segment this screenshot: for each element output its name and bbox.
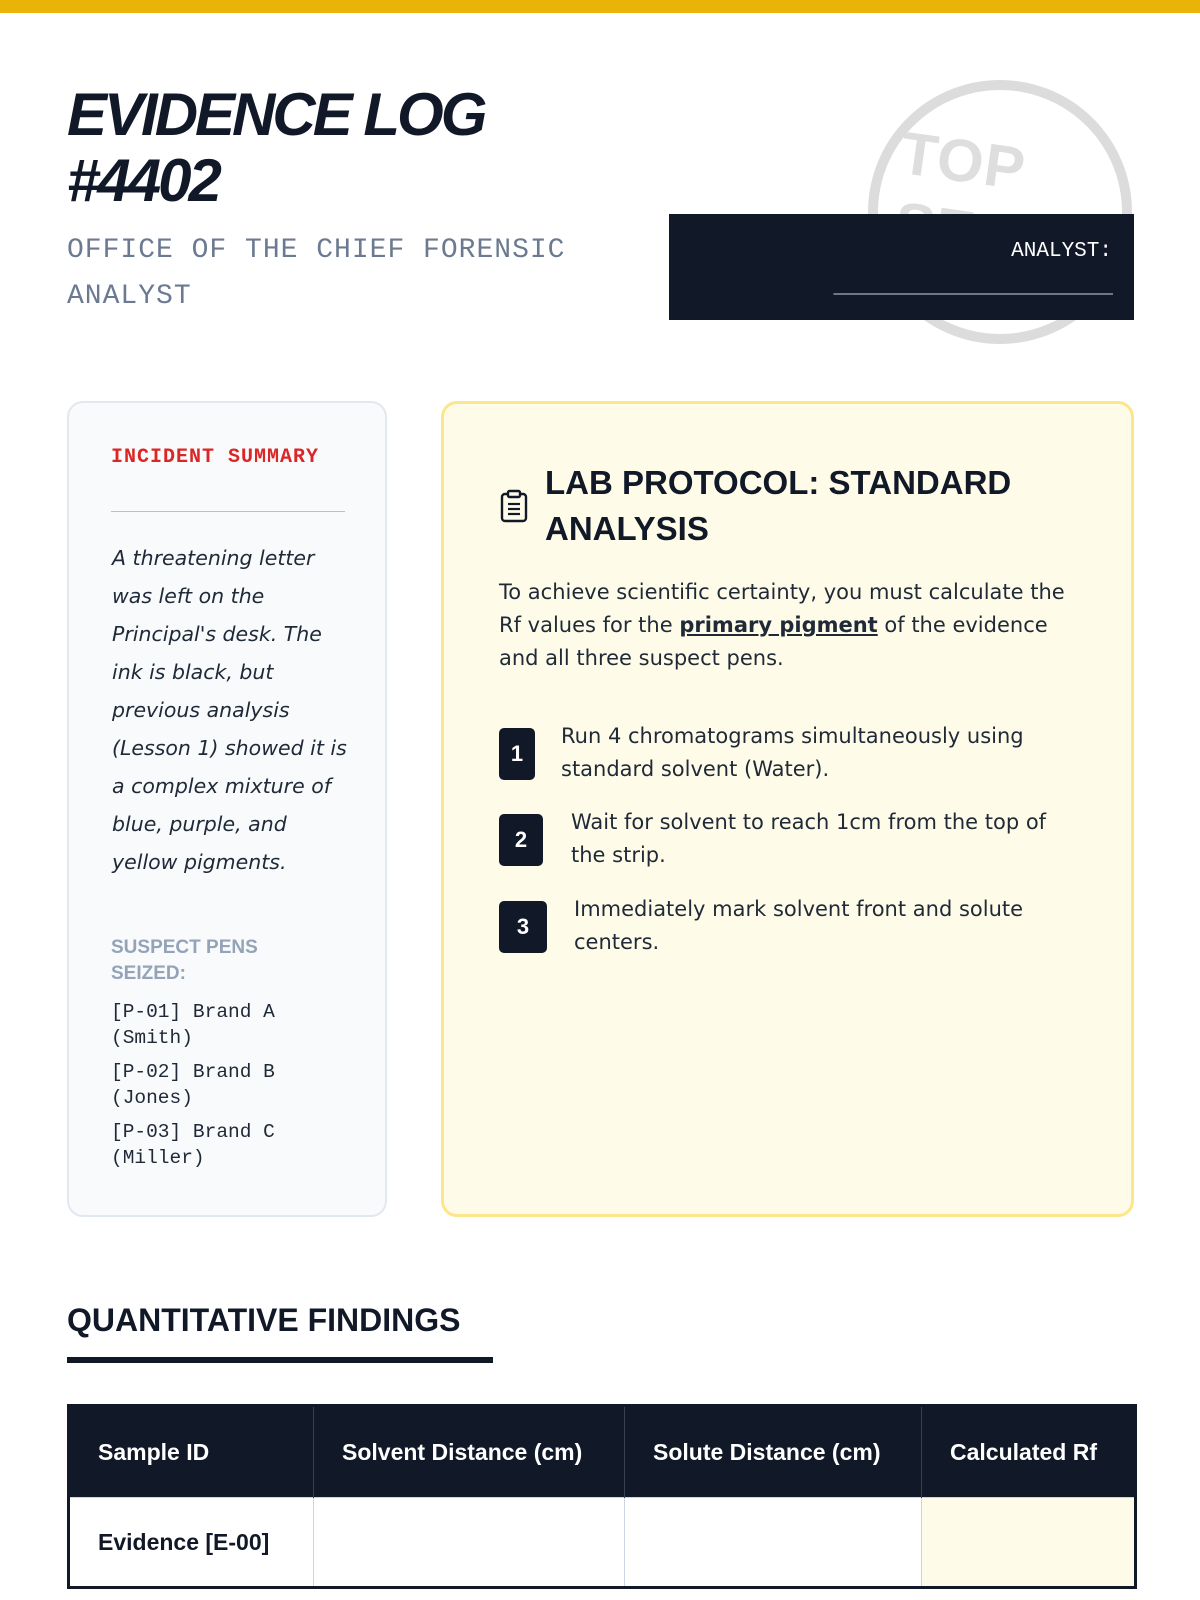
incident-summary-card	[67, 401, 387, 1217]
incident-divider	[111, 511, 345, 512]
incident-body: A threatening letter was left on the Principal's desk. The ink is black, but previous analysis (Lesson 1) showed it is a complex mixture of blue, purple, and yellow pigments.	[112, 546, 347, 874]
step-number-badge: 3	[499, 901, 547, 953]
column-header-calculated-rf: Calculated Rf	[922, 1406, 1136, 1498]
lab-protocol-card	[441, 401, 1134, 1217]
incident-heading: INCIDENT SUMMARY	[111, 446, 320, 469]
solvent-distance-cell[interactable]	[314, 1498, 625, 1588]
step-text: Wait for solvent to reach 1cm from the top of the strip.	[571, 810, 1047, 867]
table-row	[69, 1498, 1136, 1588]
findings-title: QUANTITATIVE FINDINGS	[67, 1302, 461, 1338]
analyst-signature-box	[669, 214, 1134, 320]
step-number-badge: 2	[499, 814, 543, 866]
page-title	[67, 82, 587, 214]
intro-text-after: of the evidence and all three suspect pens.	[499, 613, 1048, 670]
intro-emphasis: primary pigment	[679, 613, 878, 637]
step-number-badge: 1	[499, 728, 535, 780]
title-line-1: EVIDENCE LOG	[67, 81, 485, 148]
intro-text-before: To achieve scientific certainty, you must calculate the Rf values for the	[499, 580, 1065, 637]
findings-underline	[67, 1357, 493, 1363]
list-item: [P-01] Brand A (Smith)	[111, 1001, 275, 1049]
stamp-text-1: TOP	[896, 119, 1030, 203]
protocol-step-3	[499, 893, 1099, 963]
column-header-sample-id: Sample ID	[69, 1406, 314, 1498]
clipboard-icon	[499, 489, 529, 523]
list-item: [P-03] Brand C (Miller)	[111, 1121, 275, 1169]
suspects-label: SUSPECT PENS SEIZED:	[111, 937, 258, 984]
top-accent-bar	[0, 0, 1200, 13]
calculated-rf-cell[interactable]	[922, 1498, 1136, 1588]
protocol-step-2	[499, 806, 1099, 876]
findings-table	[67, 1404, 1137, 1589]
list-item: [P-02] Brand B (Jones)	[111, 1061, 275, 1109]
step-text: Immediately mark solvent front and solute centers.	[574, 897, 1024, 954]
analyst-signature-line[interactable]: ________________________	[833, 276, 1112, 299]
step-text: Run 4 chromatograms simultaneously using standard solvent (Water).	[561, 724, 1024, 781]
suspect-pen-list	[111, 999, 341, 1179]
protocol-step-1	[499, 720, 1099, 790]
solute-distance-cell[interactable]	[625, 1498, 922, 1588]
column-header-solvent-distance: Solvent Distance (cm)	[314, 1406, 625, 1498]
column-header-solute-distance: Solute Distance (cm)	[625, 1406, 922, 1498]
title-line-2: #4402	[67, 147, 219, 214]
table-header-row	[69, 1406, 1136, 1498]
office-subtitle: OFFICE OF THE CHIEF FORENSIC ANALYST	[67, 235, 566, 312]
sample-id-cell: Evidence [E-00]	[69, 1498, 314, 1588]
analyst-label: ANALYST:	[1011, 240, 1112, 263]
protocol-title: LAB PROTOCOL: STANDARD ANALYSIS	[545, 464, 1012, 547]
protocol-intro	[499, 576, 1069, 675]
